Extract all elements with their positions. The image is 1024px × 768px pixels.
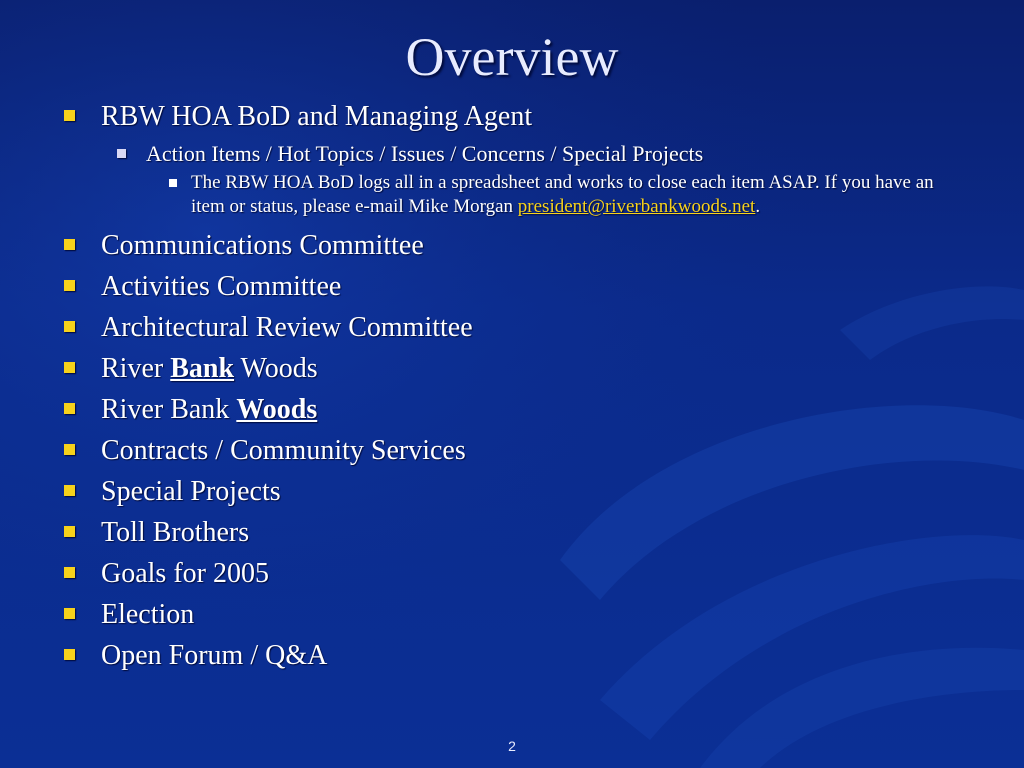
bullet-square-icon [64, 239, 75, 250]
bullet-item [62, 96, 982, 137]
bullet-item [62, 430, 982, 471]
sub-sub-bullet-text: The RBW HOA BoD logs all in a spreadsheet and works to close each item ASAP. If you have an item or status, please e-mail Mike Morgan [191, 172, 934, 217]
bullet-square-icon [169, 179, 177, 187]
bullet-text: Election [101, 599, 195, 630]
bullet-text: Special Projects [101, 476, 281, 507]
bullet-square-icon [64, 321, 75, 332]
bullet-square-icon [64, 280, 75, 291]
bullet-item [62, 307, 982, 348]
period: . [755, 196, 761, 217]
bullet-square-icon [117, 149, 126, 158]
bullet-square-icon [64, 608, 75, 619]
slide-title: Overview [405, 27, 619, 87]
sub-bullet-text: Action Items / Hot Topics / Issues / Concerns / Special Projects [146, 141, 704, 166]
bullet-item [62, 389, 982, 430]
bullet-text: Woods [234, 353, 318, 384]
bullet-text: Open Forum / Q&A [101, 640, 328, 671]
bullet-item [62, 471, 982, 512]
bullet-text: Toll Brothers [101, 517, 250, 548]
bullet-item [62, 594, 982, 635]
bullet-square-icon [64, 444, 75, 455]
bullet-bold-text: Bank [170, 353, 235, 384]
bullet-square-icon [64, 567, 75, 578]
sub-bullet-item [107, 137, 982, 171]
bullet-text: Goals for 2005 [101, 558, 269, 589]
email-link[interactable]: president@riverbankwoods.net [517, 196, 756, 217]
bullet-text: Architectural Review Committee [101, 312, 473, 343]
bullet-list [62, 96, 982, 676]
bullet-item [62, 512, 982, 553]
bullet-text: Contracts / Community Services [101, 435, 466, 466]
bullet-text: Activities Committee [101, 271, 342, 302]
bullet-square-icon [64, 485, 75, 496]
bullet-text: River [101, 353, 171, 384]
bullet-text: River Bank [101, 394, 237, 425]
sub-sub-bullet-item [162, 171, 951, 219]
bullet-square-icon [64, 526, 75, 537]
bullet-square-icon [64, 403, 75, 414]
bullet-square-icon [64, 649, 75, 660]
bullet-item [62, 266, 982, 307]
bullet-bold-text: Woods [236, 394, 318, 425]
bullet-text: Communications Committee [101, 230, 424, 261]
page-number: 2 [508, 738, 516, 754]
bullet-square-icon [64, 110, 75, 121]
bullet-item [62, 348, 982, 389]
bullet-text: RBW HOA BoD and Managing Agent [101, 101, 533, 132]
bullet-square-icon [64, 362, 75, 373]
bullet-item [62, 635, 982, 676]
bullet-item [62, 225, 982, 266]
bullet-item [62, 553, 982, 594]
